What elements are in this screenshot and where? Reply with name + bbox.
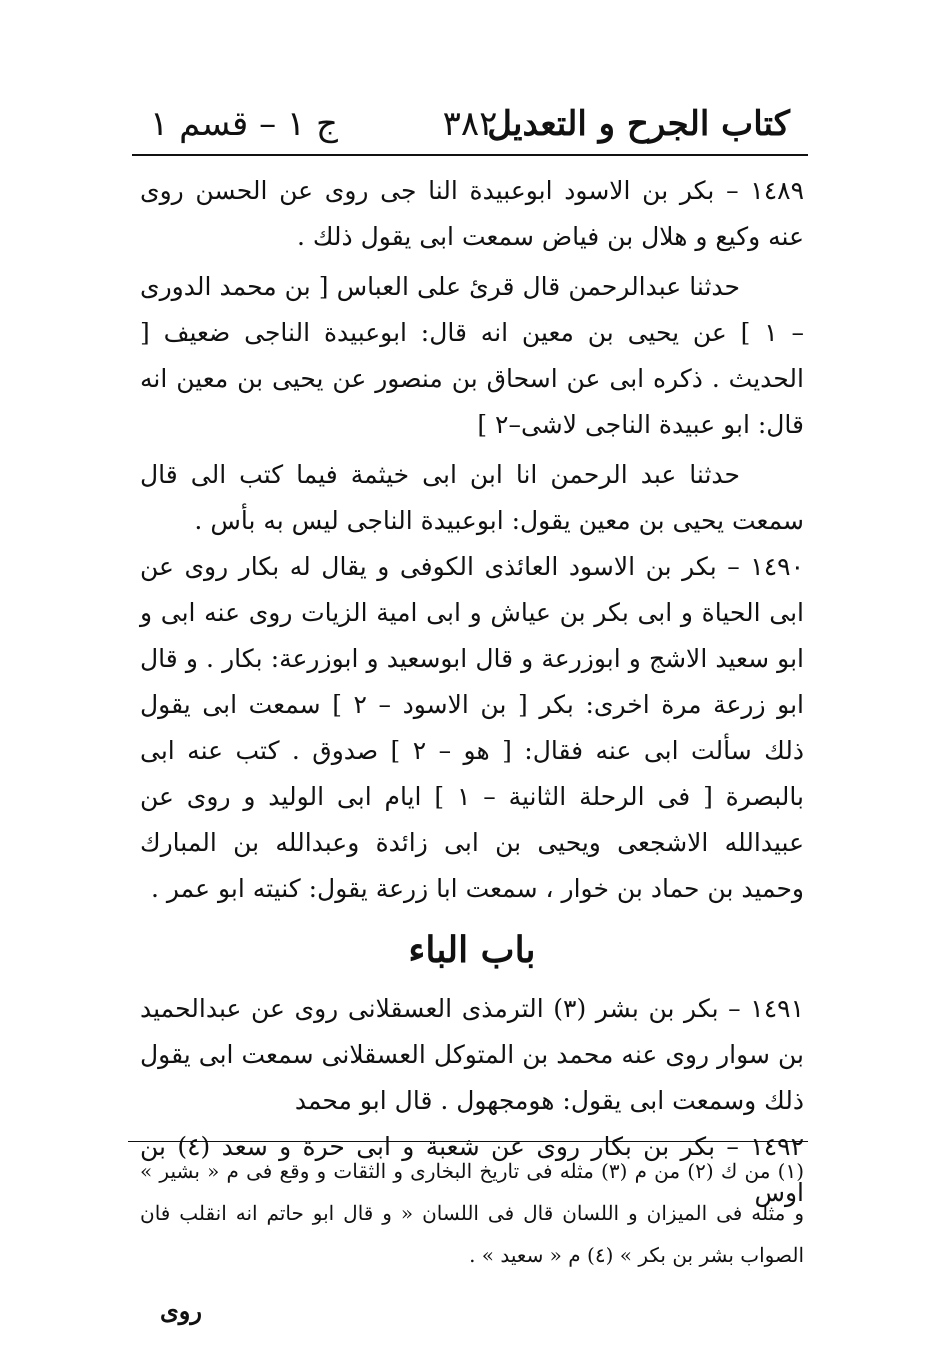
paragraph-1489-narration-1: حدثنا عبدالرحمن قال قرئ على العباس [ بن محمد الدورى – ١ ] عن يحيى بن معين انه قال: ابوعبيدة الناجى ضعيف [ الحديث . ذكره ابى عن اسحاق بن منصور عن يحيى بن معين انه قال: ابو عبيدة الناجى لاشى–٢ ] — [140, 272, 804, 439]
main-text — [140, 168, 804, 1216]
footnotes — [140, 1150, 804, 1276]
entry-1490: ١٤٩٠ – بكر بن الاسود العائذى الكوفى و يقال له بكار روى عن ابى الحياة و ابى بكر بن عياش و ابى امية الزيات روى عنه ابى و ابو سعيد الاشج و ابوزرعة و قال ابوسعيد و ابوزرعة: بكار . و قال ابو زرعة مرة اخرى: بكر [ بن الاسود – ٢ ] سمعت ابى يقول ذلك سألت ابى عنه فقال: [ هو – ٢ ] صدوق . كتب عنه ابى بالبصرة [ فى الرحلة الثانية – ١ ] ايام ابى الوليد و روى عن عبيدالله الاشجعى ويحيى بن ابى زائدة وعبدالله بن المبارك وحميد بن حماد بن خوار ، سمعت ابا زرعة يقول: كنيته ابو عمر . — [140, 552, 804, 903]
chapter-heading: باب الباء — [408, 929, 536, 971]
volume-part: ج ١ – قسم ١ — [150, 104, 338, 144]
entry-1489: ١٤٨٩ – بكر بن الاسود ابوعبيدة النا جى روى عن الحسن روى عنه وكيع و هلال بن فياض سمعت ابى يقول ذلك . — [140, 176, 804, 251]
page-number: ٣٨٢ — [442, 104, 498, 144]
entry-1492: ١٤٩٢ – بكر بن بكار روى عن شعبة و ابى حرة و سعد (٤) بن اوس — [140, 1132, 804, 1207]
paragraph-1489-narration-2: حدثنا عبد الرحمن انا ابن ابى خيثمة فيما كتب الى قال سمعت يحيى بن معين يقول: ابوعبيدة الناجى ليس به بأس . — [140, 460, 804, 535]
footnote-text: (١) من ك (٢) من م (٣) مثله فى تاريخ البخارى و الثقات و وقع فى م « بشير » و مثله فى الميزان و اللسان قال فى اللسان « و قال ابو حاتم انه انقلب فان الصواب بشر بن بكر » (٤) م « سعيد » . — [140, 1159, 804, 1267]
header-rule — [132, 154, 808, 156]
footnote-rule — [128, 1141, 808, 1142]
entry-1491: ١٤٩١ – بكر بن بشر (٣) الترمذى العسقلانى روى عن عبدالحميد بن سوار روى عنه محمد بن المتوكل العسقلانى سمعت ابى يقول ذلك وسمعت ابى يقول: هومجهول . قال ابو محمد — [140, 994, 804, 1115]
book-title: كتاب الجرح و التعديل — [487, 104, 790, 144]
running-header — [150, 96, 790, 152]
catchword: روى — [160, 1296, 202, 1325]
